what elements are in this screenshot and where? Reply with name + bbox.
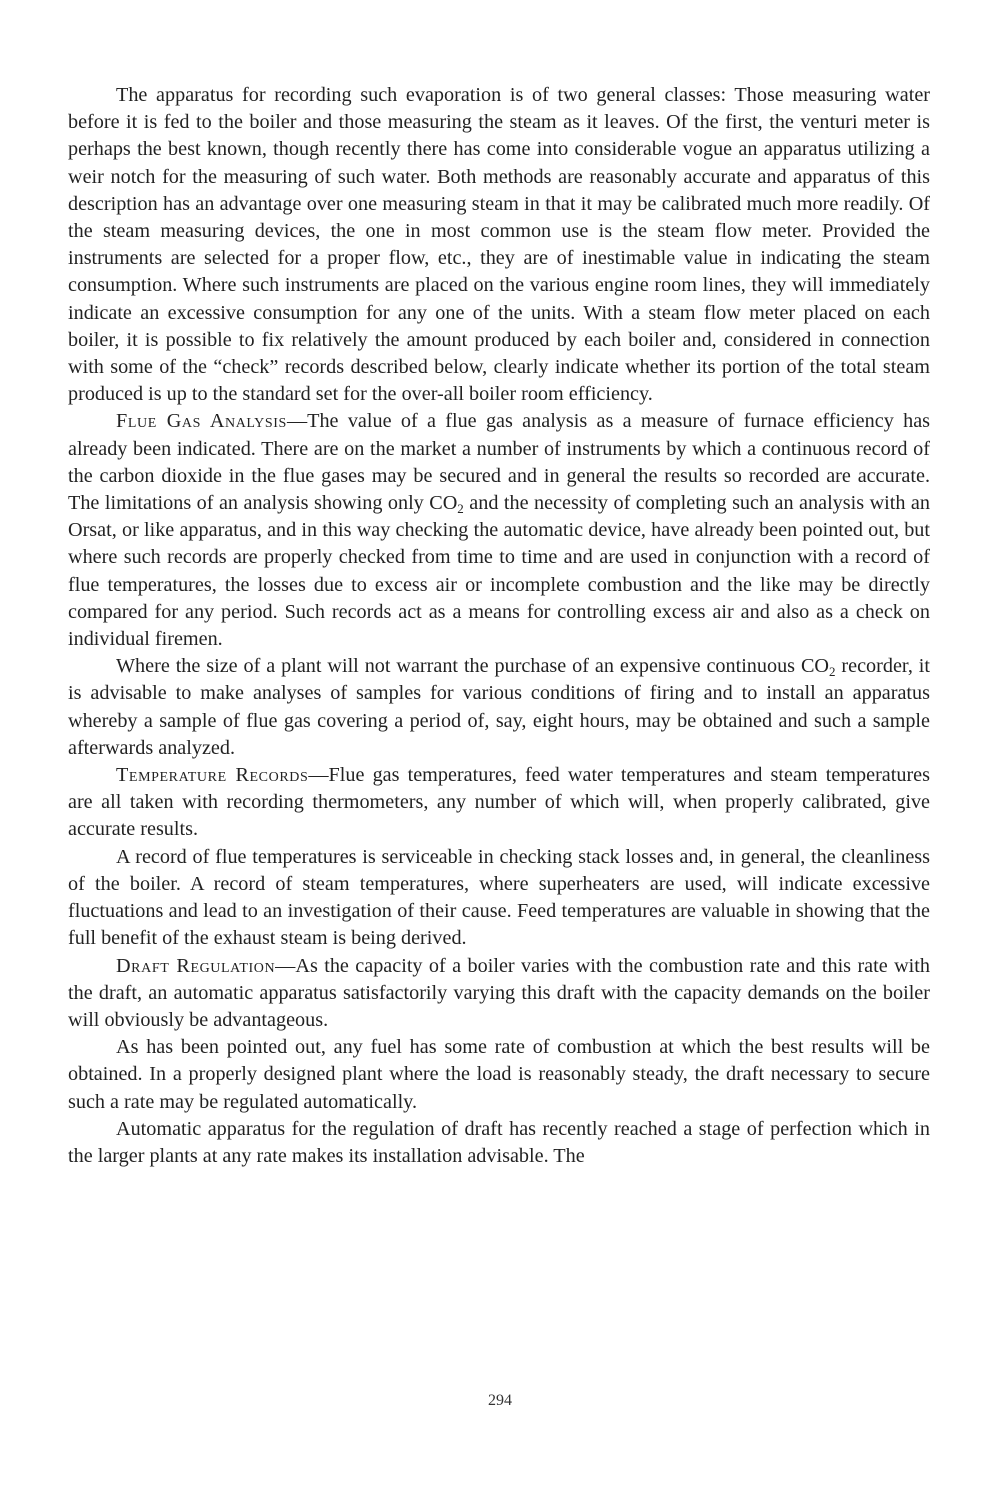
subscript-2: 2 [457,501,464,517]
page-number: 294 [488,1392,512,1409]
paragraph-flue-gas-analysis [68,408,930,653]
paragraph-co2-recorder [68,653,930,762]
page-body [68,82,930,1170]
paragraph-temperature-records [68,762,930,844]
paragraph-text: As the capacity of a boiler varies with the combustion rate and this rate with the draft, an automatic apparatus satisfactorily varying this draft with the capacity demands on the boiler will obviously be advantageous. [68,954,930,1031]
heading-dash: — [286,410,308,433]
heading-dash: — [308,764,329,787]
paragraph-text: The apparatus for recording such evaporation is of two general classes: Those measuring water before it is fed to the boiler and those measuring the steam as it leaves. Of the first, the venturi meter is perhaps the best known, though recently there has come into considerable vogue an apparatus utilizing a weir notch for the measuring of such water. Both methods are reasonably accurate and apparatus of this description has an advantage over one measuring steam in that it may be calibrated much more readily. Of the steam measuring devices, the one in most common use is the steam flow meter. Provided the instruments are selected for a proper flow, etc., they are of inestimable value in indicating the steam consumption. Where such instruments are placed on the various engine room lines, they will immediately indicate an excessive consumption for any one of the units. With a steam flow meter placed on each boiler, it is possible to fix relatively the amount produced by each boiler and, considered in connection with some of the “check” records described below, clearly indicate whether its portion of the total steam produced is up to the standard set for the over-all boiler room efficiency. [68,84,930,406]
heading-dash: — [275,954,296,977]
paragraph-text: As has been pointed out, any fuel has some rate of combustion at which the best results will be obtained. In a properly designed plant where the load is reasonably steady, the draft necessary to secure such a rate may be regulated automatically. [68,1036,930,1113]
paragraph-evaporation-apparatus [68,82,930,408]
section-heading-temperature-records: Temperature Records [116,764,309,787]
section-heading-draft-regulation: Draft Regulation [116,954,276,977]
paragraph-automatic-apparatus [68,1116,930,1170]
paragraph-rate-of-combustion [68,1034,930,1116]
paragraph-text: Automatic apparatus for the regulation of draft has recently reached a stage of perfection which in the larger plants at any rate makes its installation advisable. The [68,1117,930,1167]
paragraph-text: The value of a flue gas analysis as a measure of furnace efficiency has already been indicated. There are on the market a number of instruments by which a continuous record of the carbon dioxide in the flue gases may be secured and in general the results so recorded are accurate. The limitations of an analysis showing only CO [68,410,931,515]
paragraph-text: A record of flue temperatures is serviceable in checking stack losses and, in general, the cleanliness of the boiler. A record of steam temperatures, where superheaters are used, will indicate excessive fluctuations and lead to an investigation of their cause. Feed temperatures are valuable in showing that the full benefit of the exhaust steam is being derived. [68,845,930,950]
paragraph-draft-regulation [68,953,930,1035]
section-heading-flue-gas-analysis: Flue Gas Analysis [116,410,287,433]
paragraph-text: Where the size of a plant will not warrant the purchase of an expensive continuous CO [116,655,829,678]
paragraph-text: Flue gas temperatures, feed water temperatures and steam temperatures are all taken with recording thermometers, any number of which will, when properly calibrated, give accurate results. [68,764,931,841]
paragraph-text-continued: recorder, it is advisable to make analyses of samples for various conditions of firing and to install an apparatus whereby a sample of flue gas covering a period of, say, eight hours, may be obtained and such a sample afterwards analyzed. [68,655,930,759]
paragraph-text-continued: and the necessity of completing such an analysis with an Orsat, or like apparatus, and in this way checking the automatic device, have already been pointed out, but where such records are properly checked from time to time and are used in conjunction with a record of flue temperatures, the losses due to excess air or incomplete combustion and the like may be directly compared for any period. Such records act as a means for controlling excess air and also as a check on individual firemen. [68,492,930,651]
paragraph-flue-temperatures [68,844,930,953]
subscript-2: 2 [829,664,836,680]
